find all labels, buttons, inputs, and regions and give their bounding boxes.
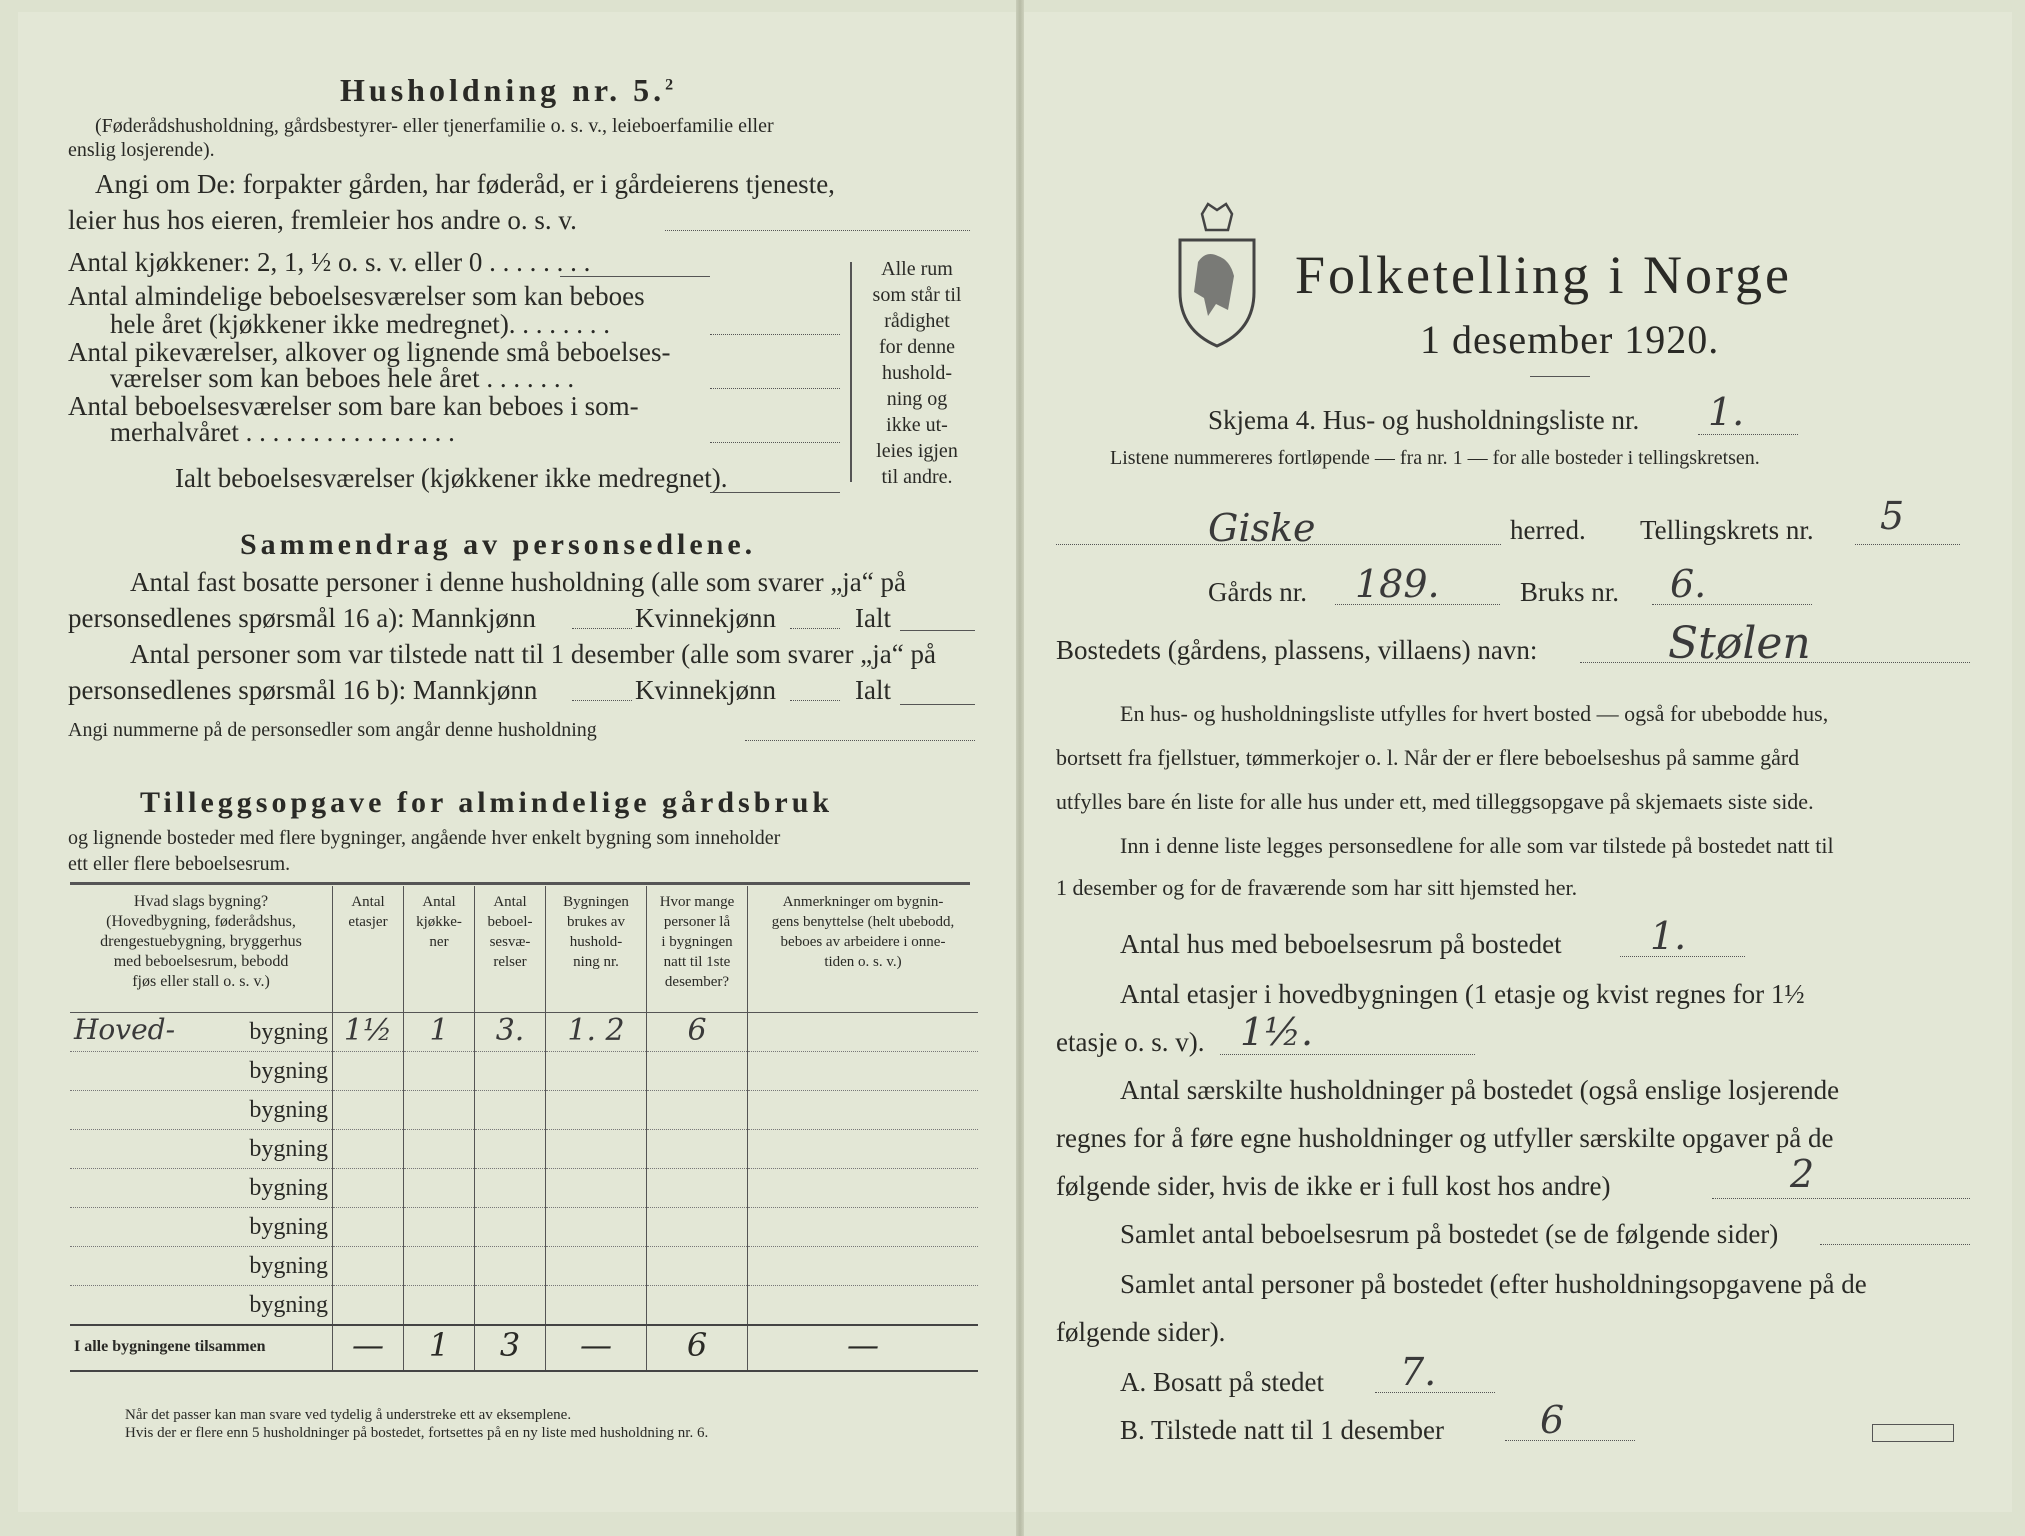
instruction-2: bortsett fra fjellstuer, tømmerkojer o. l. Når der er flere beboelseshus på samme gård bbox=[1056, 745, 1800, 770]
q-personer-2: følgende sider). bbox=[1056, 1317, 1226, 1347]
rooms-line-8: Ialt beboelsesværelser (kjøkkener ikke medregnet). bbox=[175, 463, 728, 493]
instruction-4: Inn i denne liste legges personsedlene for alle som var tilstede på bostedet natt til bbox=[1120, 833, 1834, 858]
total-personer: 6 bbox=[686, 1326, 708, 1364]
header-kjokkener: Antal kjøkke- ner bbox=[416, 894, 462, 950]
total-label: I alle bygningene tilsammen bbox=[74, 1338, 266, 1355]
building-word: bygning bbox=[249, 1136, 328, 1162]
footnote-1: Når det passer kan man svare ved tydelig å understreke ett av eksemplene. bbox=[125, 1407, 572, 1423]
total-vaerelser: 3 bbox=[499, 1326, 521, 1364]
building-word: bygning bbox=[249, 1214, 328, 1240]
building-type-value[interactable]: Hoved- bbox=[74, 1013, 176, 1046]
total-etasjer: — bbox=[352, 1326, 384, 1364]
rooms-line-5: værelser som kan beboes hele året . . . . . . . bbox=[110, 363, 575, 393]
cell-personer[interactable]: 6 bbox=[687, 1013, 707, 1048]
rooms-line-3: hele året (kjøkkener ikke medregnet). . . . . . . . bbox=[110, 309, 611, 339]
rooms-line-7: merhalvåret . . . . . . . . . . . . . . . . bbox=[110, 417, 455, 447]
cell-hush[interactable]: 1. 2 bbox=[567, 1013, 625, 1048]
building-total-row bbox=[70, 1325, 978, 1371]
instruction-1: En hus- og husholdningsliste utfylles for hvert bosted — også for ubebodde hus, bbox=[1120, 701, 1829, 726]
q-hus-value[interactable]: 1. bbox=[1650, 914, 1687, 958]
building-word: bygning bbox=[249, 1253, 328, 1279]
total-anmerkninger: — bbox=[847, 1326, 879, 1364]
q-hus-label: Antal hus med beboelsesrum på bostedet bbox=[1120, 929, 1562, 959]
summary-line-3: Antal personer som var tilstede natt til 1 desember (alle som svarer „ja“ på bbox=[130, 639, 936, 669]
instruction-3: utfylles bare én liste for alle hus under ett, med tilleggsopgave på skjemaets siste side. bbox=[1056, 789, 1814, 814]
summary-ialt-1: Ialt bbox=[855, 603, 891, 633]
household-title: Husholdning nr. 5.$^2$ bbox=[340, 72, 678, 108]
building-row bbox=[70, 1091, 978, 1130]
q-etasjer-2: etasje o. s. v). bbox=[1056, 1027, 1205, 1057]
herred-value[interactable]: Giske bbox=[1208, 506, 1316, 550]
building-type-value[interactable] bbox=[70, 1286, 74, 1319]
bosted-label: Bostedets (gårdens, plassens, villaens) navn: bbox=[1056, 635, 1538, 665]
building-type-value[interactable] bbox=[70, 1091, 74, 1124]
bruks-label: Bruks nr. bbox=[1520, 577, 1620, 607]
summary-line-2: personsedlenes spørsmål 16 a): Mannkjønn bbox=[68, 603, 536, 633]
census-title: Folketelling i Norge bbox=[1295, 245, 1792, 305]
angi-2: leier hus hos eieren, fremleier hos andre o. s. v. bbox=[68, 205, 577, 235]
building-type-value[interactable] bbox=[70, 1208, 74, 1241]
building-row bbox=[70, 1286, 978, 1326]
household-paren-2: enslig losjerende). bbox=[68, 139, 215, 161]
instruction-5: 1 desember og for de fraværende som har sitt hjemsted her. bbox=[1056, 875, 1578, 900]
building-type-value[interactable] bbox=[70, 1130, 74, 1163]
bosatt-label: A. Bosatt på stedet bbox=[1120, 1367, 1324, 1397]
farm-title: Tilleggsopgave for almindelige gårdsbruk bbox=[140, 786, 834, 819]
q-etasjer-value[interactable]: 1½. bbox=[1240, 1010, 1314, 1054]
census-date: 1 desember 1920. bbox=[1420, 317, 1720, 362]
building-row bbox=[70, 1169, 978, 1208]
rooms-line-2: Antal almindelige beboelsesværelser som kan beboes bbox=[68, 281, 645, 311]
summary-line-4: personsedlenes spørsmål 16 b): Mannkjønn bbox=[68, 675, 538, 705]
building-word: bygning bbox=[249, 1292, 328, 1318]
cell-etasjer[interactable]: 1½ bbox=[343, 1013, 393, 1048]
building-row bbox=[70, 1130, 978, 1169]
rooms-side-note: Alle rum som står til rådighet for denne hushold- ning og ikke ut- leies igjen til andre. bbox=[872, 258, 962, 488]
summary-title: Sammendrag av personsedlene. bbox=[240, 528, 757, 561]
q-personer-1: Samlet antal personer på bostedet (efter husholdningsopgavene på de bbox=[1120, 1269, 1867, 1299]
farm-sub-1: og lignende bosteder med flere bygninger, angående hver enkelt bygning som inneholder bbox=[68, 827, 781, 849]
bosatt-value[interactable]: 7. bbox=[1400, 1350, 1437, 1394]
header-anmerkninger: Anmerkninger om bygnin- gens benyttelse (helt ubebodd, beboes av arbeidere i onne- tiden o. s. v.) bbox=[771, 894, 955, 970]
summary-line-1: Antal fast bosatte personer i denne husholdning (alle som svarer „ja“ på bbox=[130, 567, 906, 597]
building-word: bygning bbox=[249, 1058, 328, 1084]
building-word: bygning bbox=[249, 1175, 328, 1201]
farm-sub-2: ett eller flere beboelsesrum. bbox=[68, 853, 291, 875]
header-personer: Hvor mange personer lå i bygningen natt til 1ste desember? bbox=[659, 894, 735, 990]
tellingskrets-value[interactable]: 5 bbox=[1880, 494, 1905, 538]
gards-label: Gårds nr. bbox=[1208, 577, 1307, 607]
building-type-value[interactable] bbox=[70, 1247, 74, 1280]
header-vaerelser: Antal beboel- sesvæ- relser bbox=[487, 894, 533, 970]
rooms-line-1: Antal kjøkkener: 2, 1, ½ o. s. v. eller 0 . . . . . . . . bbox=[68, 247, 591, 277]
tilstede-value[interactable]: 6 bbox=[1540, 1398, 1565, 1442]
building-word: bygning bbox=[249, 1019, 328, 1045]
summary-ialt-2: Ialt bbox=[855, 675, 891, 705]
q-etasjer-1: Antal etasjer i hovedbygningen (1 etasje og kvist regnes for 1½ bbox=[1120, 979, 1805, 1009]
building-type-value[interactable] bbox=[70, 1169, 74, 1202]
total-husholdning: — bbox=[580, 1326, 612, 1364]
footnote-2: Hvis der er flere enn 5 husholdninger på bostedet, fortsettes på en ny liste med husholdning nr. 6. bbox=[125, 1425, 709, 1441]
building-table bbox=[70, 886, 978, 1372]
building-row bbox=[70, 1208, 978, 1247]
building-row bbox=[70, 1013, 978, 1052]
building-table-header bbox=[70, 886, 978, 1013]
q-hush-value[interactable]: 2 bbox=[1790, 1152, 1815, 1196]
page-fold bbox=[1016, 0, 1024, 1536]
rooms-line-4: Antal pikeværelser, alkover og lignende små beboelses- bbox=[68, 337, 671, 367]
q-hush-3: følgende sider, hvis de ikke er i full kost hos andre) bbox=[1056, 1171, 1611, 1201]
building-word: bygning bbox=[249, 1097, 328, 1123]
schema-note: Listene nummereres fortløpende — fra nr. 1 — for alle bosteder i tellingskretsen. bbox=[1110, 447, 1760, 469]
q-rum-label: Samlet antal beboelsesrum på bostedet (se de følgende sider) bbox=[1120, 1219, 1779, 1249]
cell-kjokken[interactable]: 1 bbox=[429, 1013, 449, 1048]
building-type-value[interactable] bbox=[70, 1052, 74, 1085]
building-row bbox=[70, 1052, 978, 1091]
bruks-value[interactable]: 6. bbox=[1670, 562, 1707, 606]
tilstede-label: B. Tilstede natt til 1 desember bbox=[1120, 1415, 1444, 1445]
summary-kvinne-1: Kvinnekjønn bbox=[635, 603, 776, 633]
summary-line-5: Angi nummerne på de personsedler som angår denne husholdning bbox=[68, 719, 597, 741]
household-paren-1: (Føderådshusholdning, gårdsbestyrer- eller tjenerfamilie o. s. v., leieboerfamilie eller bbox=[95, 115, 774, 137]
printer-stamp bbox=[1872, 1424, 1954, 1442]
header-husholdning: Bygningen brukes av hushold- ning nr. bbox=[563, 894, 629, 970]
cell-vaerelser[interactable]: 3. bbox=[495, 1013, 525, 1048]
building-row bbox=[70, 1247, 978, 1286]
bosted-value[interactable]: Stølen bbox=[1668, 618, 1811, 669]
summary-kvinne-2: Kvinnekjønn bbox=[635, 675, 776, 705]
total-kjokkener: 1 bbox=[428, 1326, 450, 1364]
schema-label: Skjema 4. Hus- og husholdningsliste nr. bbox=[1208, 405, 1640, 435]
q-hush-1: Antal særskilte husholdninger på bostedet (også enslige losjerende bbox=[1120, 1075, 1840, 1105]
schema-number[interactable]: 1. bbox=[1708, 390, 1745, 434]
herred-label: herred. bbox=[1510, 515, 1586, 545]
q-hush-2: regnes for å føre egne husholdninger og utfyller særskilte opgaver på de bbox=[1056, 1123, 1834, 1153]
gards-value[interactable]: 189. bbox=[1355, 562, 1440, 606]
header-building-type: Hvad slags bygning? (Hovedbygning, føderådshus, drengestuebygning, bryggerhus med beboelsesrum, bebodd fjøs eller stall o. s. v.) bbox=[100, 893, 302, 990]
rooms-line-6: Antal beboelsesværelser som bare kan beboes i som- bbox=[68, 391, 639, 421]
tellingskrets-label: Tellingskrets nr. bbox=[1640, 515, 1814, 545]
header-etasjer: Antal etasjer bbox=[348, 894, 388, 930]
norwegian-coat-of-arms-icon bbox=[1172, 200, 1262, 350]
angi-1: Angi om De: forpakter gården, har føderåd, er i gårdeierens tjeneste, bbox=[95, 169, 835, 199]
